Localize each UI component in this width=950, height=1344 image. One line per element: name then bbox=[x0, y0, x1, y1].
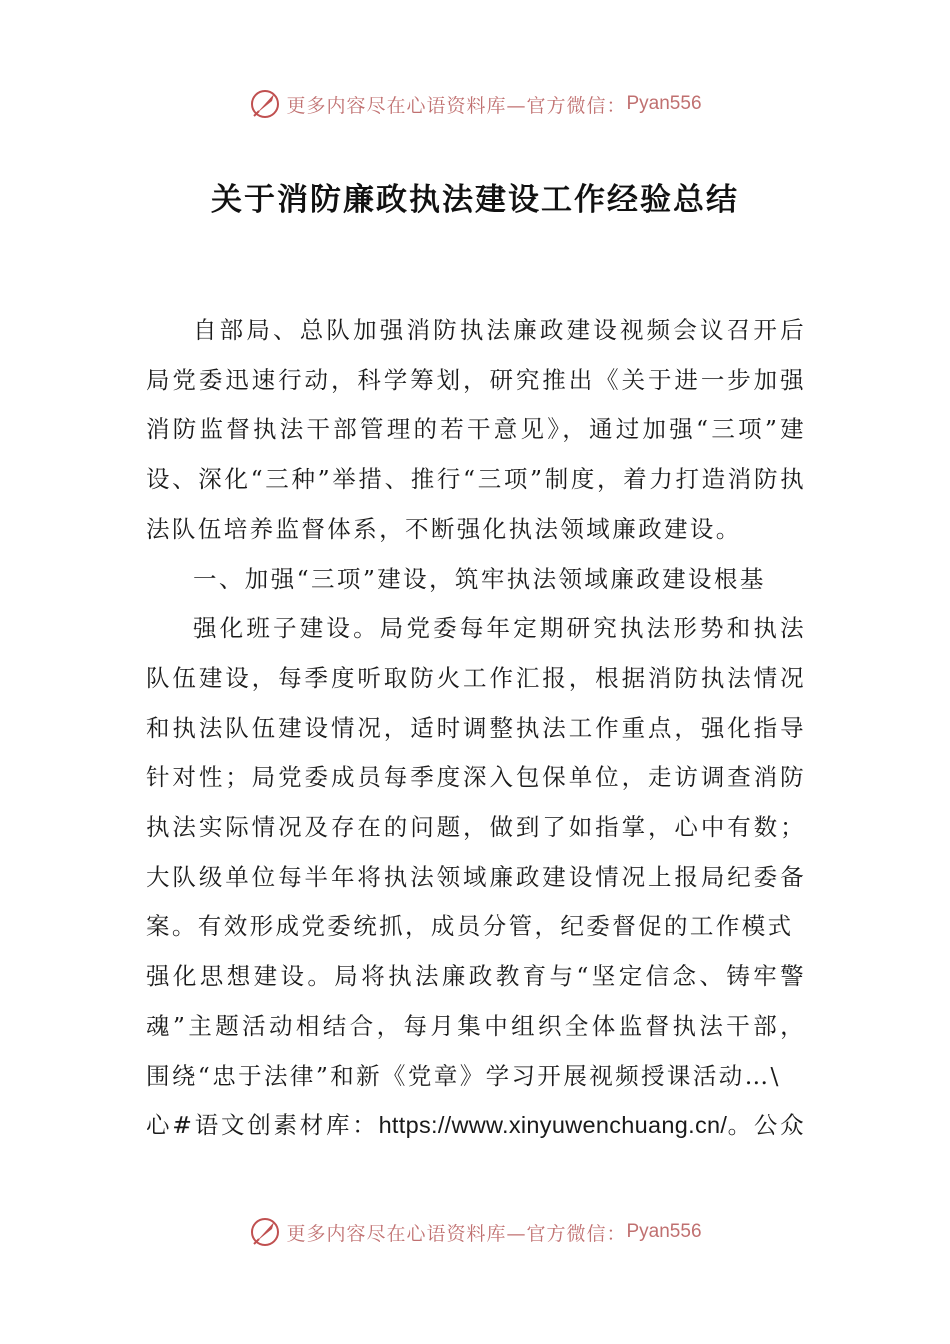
paragraph: 强化班子建设。局党委每年定期研究执法形势和执法队伍建设，每季度听取防火工作汇报，根据消防执法情况和执法队伍建设情况，适时调整执法工作重点，强化指导针对性；局党委成员每季度深入包保单位，走访调查消防执法实际情况及存在的问题，做到了如指掌，心中有数；大队级单位每半年将执法领域廉政建设情况上报局纪委备案。有效形成党委统抓，成员分管，纪委督促的工作模式 bbox=[146, 614, 806, 941]
watermark-handle: Pyan556 bbox=[626, 93, 702, 114]
watermark-banner-top bbox=[0, 84, 950, 124]
source-prefix: 心#语文创素材库： bbox=[146, 1111, 379, 1140]
section-heading: 一、加强“三项”建设，筑牢执法领域廉政建设根基 bbox=[193, 564, 766, 593]
source-url[interactable]: https://www.xinyuwenchuang.cn/ bbox=[378, 1112, 728, 1139]
paragraph: 自部局、总队加强消防执法廉政建设视频会议召开后局党委迅速行动，科学筹划，研究推出《关于进一步加强消防监督执法干部管理的若干意见》，通过加强“三项”建设、深化“三种”举措、推行“三项”制度，着力打造消防执法队伍培养监督体系，不断强化执法领域廉政建设。 bbox=[146, 316, 806, 543]
document-title: 关于消防廉政执法建设工作经验总结 bbox=[211, 182, 739, 218]
watermark-handle: Pyan556 bbox=[626, 1221, 702, 1242]
watermark-banner-bottom bbox=[0, 1212, 950, 1252]
quill-logo-icon bbox=[248, 87, 282, 121]
document-body bbox=[146, 306, 806, 1151]
watermark-text: 更多内容尽在心语资料库—官方微信： bbox=[286, 1222, 627, 1245]
quill-logo-icon bbox=[248, 1215, 282, 1249]
watermark-text: 更多内容尽在心语资料库—官方微信： bbox=[286, 94, 627, 117]
source-suffix: 。公众 bbox=[727, 1111, 806, 1140]
source-line bbox=[146, 1101, 806, 1151]
paragraph: 强化思想建设。局将执法廉政教育与“坚定信念、铸牢警魂”主题活动相结合，每月集中组织全体监督执法干部，围绕“忠于法律”和新《党章》学习开展视频授课活动…\ bbox=[146, 962, 806, 1090]
